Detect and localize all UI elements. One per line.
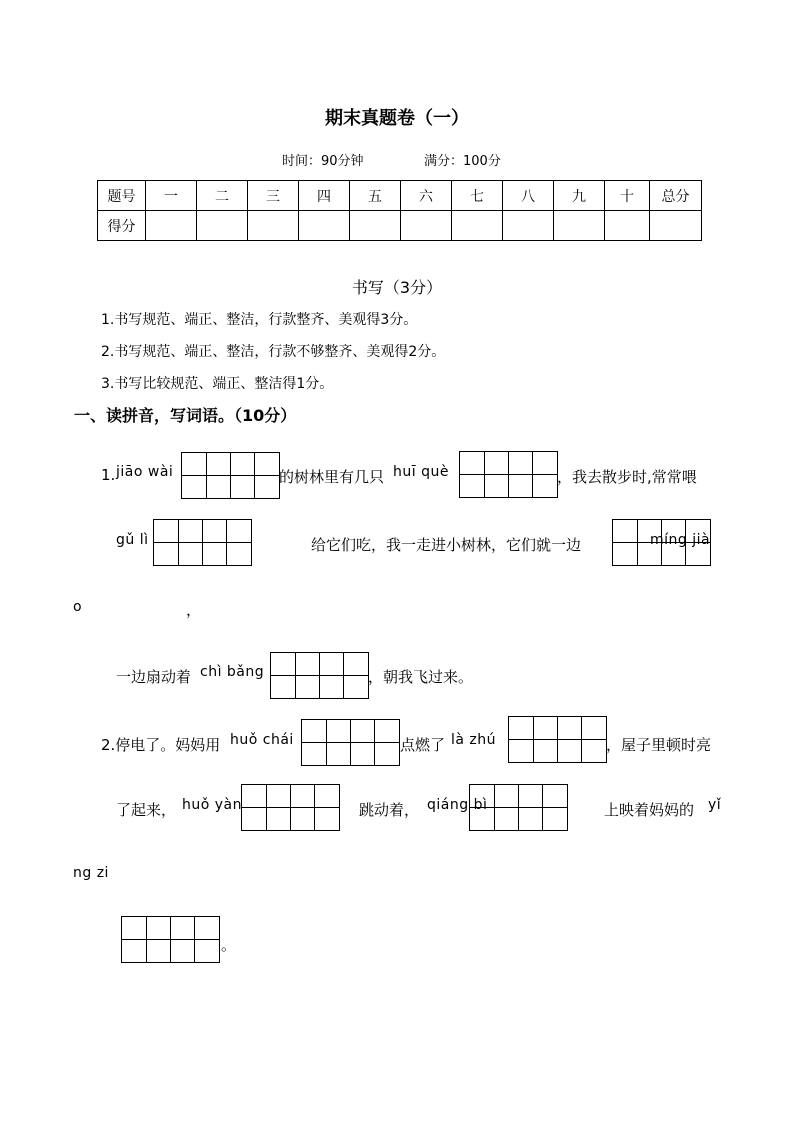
- header-cell: 总分: [650, 181, 702, 211]
- header-cell: 一: [146, 181, 197, 211]
- score-cell[interactable]: [554, 211, 605, 241]
- score-cell[interactable]: [650, 211, 702, 241]
- header-cell: 九: [554, 181, 605, 211]
- header-cell: 十: [605, 181, 650, 211]
- score-table-header-row: [98, 181, 702, 211]
- pinyin: gǔ lì: [116, 532, 149, 548]
- writing-grid[interactable]: [508, 716, 607, 763]
- pinyin: o: [73, 599, 83, 615]
- text-segment: ，我去散步时,常常喂: [557, 468, 697, 486]
- score-cell[interactable]: [248, 211, 299, 241]
- score-cell[interactable]: [401, 211, 452, 241]
- time-limit: 时间：90分钟: [282, 154, 364, 169]
- score-cell[interactable]: [146, 211, 197, 241]
- writing-grid[interactable]: [241, 784, 340, 831]
- writing-grid[interactable]: [153, 519, 252, 566]
- score-cell[interactable]: [350, 211, 401, 241]
- writing-rule: 2.书写规范、端正、整洁，行款不够整齐、美观得2分。: [101, 344, 446, 360]
- writing-grid[interactable]: [181, 452, 280, 499]
- score-cell[interactable]: [503, 211, 554, 241]
- full-score: 满分：100分: [424, 154, 501, 169]
- writing-grid[interactable]: [121, 916, 220, 963]
- text-segment: 2.停电了。妈妈用: [101, 736, 221, 754]
- score-cell[interactable]: [299, 211, 350, 241]
- text-segment: 点燃了: [400, 736, 446, 754]
- header-cell: 六: [401, 181, 452, 211]
- score-cell[interactable]: [197, 211, 248, 241]
- header-cell: 四: [299, 181, 350, 211]
- text-segment: ，: [186, 601, 202, 619]
- p1-number: 1.: [101, 466, 116, 484]
- score-table: [97, 180, 702, 241]
- pinyin: qiáng bì: [427, 797, 488, 813]
- header-cell: 三: [248, 181, 299, 211]
- header-cell: 五: [350, 181, 401, 211]
- text-segment: 的树林里有几只: [279, 468, 385, 486]
- header-cell: 二: [197, 181, 248, 211]
- pinyin: huī què: [393, 464, 449, 480]
- text-segment: 上映着妈妈的: [604, 801, 695, 819]
- writing-grid[interactable]: [469, 784, 568, 831]
- writing-grid[interactable]: [301, 719, 400, 766]
- writing-grid[interactable]: [270, 652, 369, 699]
- header-cell: 题号: [98, 181, 146, 211]
- writing-rule: 1.书写规范、端正、整洁，行款整齐、美观得3分。: [101, 312, 418, 328]
- pinyin: yǐ: [708, 797, 722, 813]
- text-segment: 跳动着，: [359, 801, 420, 819]
- question-1-heading: 一、读拼音，写词语。（10分）: [74, 406, 297, 425]
- pinyin: ng zi: [73, 865, 109, 881]
- pinyin: chì bǎng: [200, 664, 265, 680]
- header-cell: 七: [452, 181, 503, 211]
- pinyin: jiāo wài: [116, 464, 174, 480]
- writing-grid[interactable]: [459, 451, 558, 498]
- text-segment: ，屋子里顿时亮: [606, 736, 712, 754]
- score-table-score-row: [98, 211, 702, 241]
- header-cell: 八: [503, 181, 554, 211]
- writing-rule: 3.书写比较规范、端正、整洁得1分。: [101, 376, 334, 392]
- pinyin: là zhú: [451, 732, 497, 748]
- page-title: 期末真题卷（一）: [325, 108, 469, 129]
- row-label: 得分: [98, 211, 146, 241]
- text-segment: 了起来，: [116, 801, 177, 819]
- text-segment: 一边扇动着: [116, 668, 192, 686]
- pinyin: míng jià: [650, 532, 711, 548]
- writing-heading: 书写（3分）: [351, 278, 443, 297]
- pinyin: huǒ chái: [230, 732, 294, 748]
- text-segment: 。: [221, 936, 237, 954]
- text-segment: ，朝我飞过来。: [368, 668, 474, 686]
- pinyin: huǒ yàn: [182, 797, 242, 813]
- text-segment: 给它们吃，我一走进小树林，它们就一边: [311, 536, 582, 554]
- score-cell[interactable]: [452, 211, 503, 241]
- score-cell[interactable]: [605, 211, 650, 241]
